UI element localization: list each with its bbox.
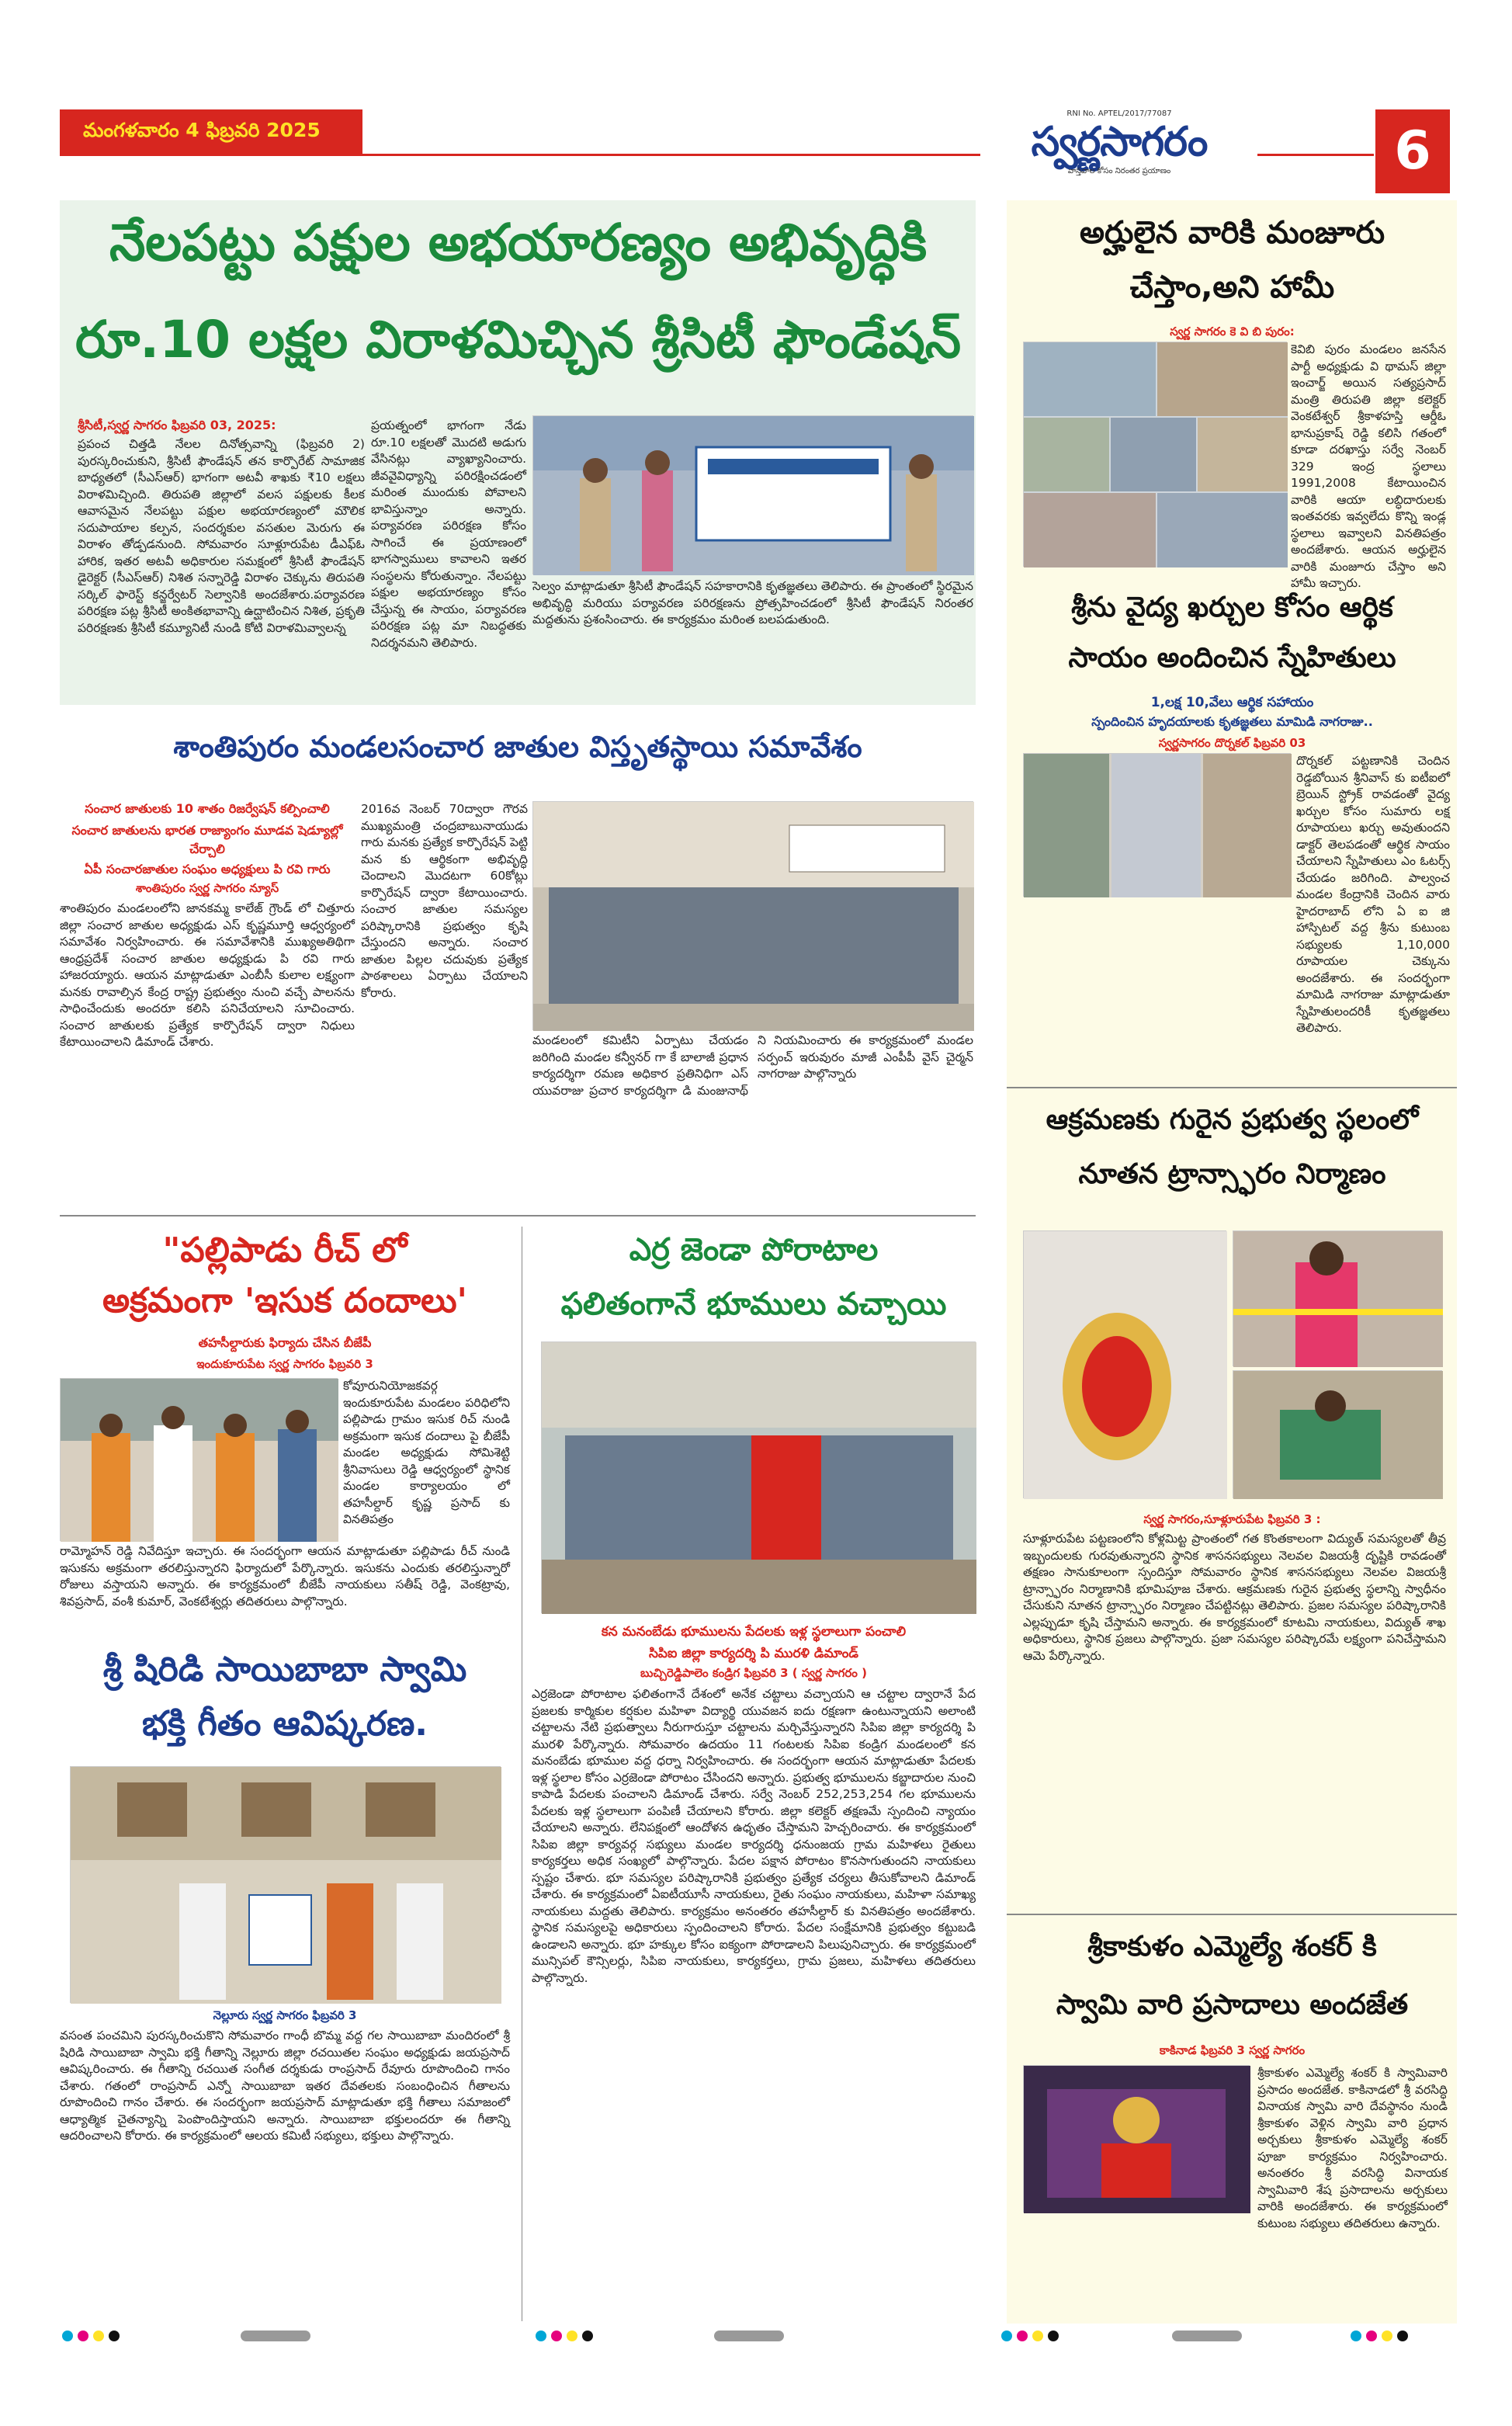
shiridi-body: వసంత పంచమిని పురస్కరించుకొని సోమవారం గాంధీ బొమ్మ వద్ద గల సాయిబాబా మందిరంలో శ్రీ షిరిడి సాయిబాబా స్వామి భక్తి గీతాన్ని నెల్లూరు జిల్లా రచయితల సంఘం అధ్యక్షుడు జయప్రసాద్ ఆవిష్కరించారు. ఈ గీతాన్ని రచయిత సంగీత దర్శకుడు రాంప్రసాద్ రేవూరు రూపొందించి గానం చేశారు. గతంలో రాంప్రసాద్ ఎన్నో సాయిబాబా ఇతర దేవతలకు సంబంధించిన గీతాలను రూపొందించి గానం చేశారు. ఈ సందర్భంగా జయప్రసాద్ మాట్లాడుతూ భక్తి గీతాలు సమాజంలో ఆధ్యాత్మిక చైతన్యాన్ని పెంపొందిస్తాయని అన్నారు. సాయిబాబా భక్తులందరూ ఈ గీతాన్ని ఆదరించాలని కోరారు. ఈ కార్యక్రమంలో ఆలయ కమిటీ సభ్యులు, భక్తులు పాల్గొన్నారు. [60, 2029, 510, 2143]
shanthipuram-sub-3: ఏపీ సంచారజాతుల సంఘం అధ్యక్షులు పి రవి గారు [84, 862, 331, 876]
shanthipuram-body-col2: 2016వ నెంబర్ 70ద్వారా గౌరవ ముఖ్యమంత్రి చంద్రబాబునాయుడు గారు మనకు ప్రత్యేక కార్పొరేషన్ పెట్టి మన కు ఆర్థికంగా అభివృద్ధి చెందాలని మొదటగా 60కోట్లు కార్పొరేషన్ ద్వారా కేటాయించారు. సంచార జాతుల సమస్యల పరిష్కారానికి ప్రభుత్వం కృషి చేస్తుందని అన్నారు. సంచార జాతుల పిల్లల చదువుకు ప్రత్యేక పాఠశాలలు ఏర్పాటు చేయాలని కోరారు. [361, 802, 528, 1000]
pallipadu-headline-1: "పల్లిపాడు రీచ్ లో [162, 1230, 407, 1270]
lead-headline-2: రూ.10 లక్షల విరాళమిచ్చిన శ్రీసిటీ ఫౌండేషన్ [75, 310, 962, 370]
lead-headline-1: నేలపట్టు పక్షుల అభయారణ్యం అభివృద్ధికి [109, 213, 928, 272]
right-a4-headline-2: స్వామి వారి ప్రసాదాలు అందజేత [1056, 1989, 1409, 2021]
shiridi-headline-2: భక్తి గీతం ఆవిష్కరణ. [141, 1704, 428, 1744]
registration-bar-1 [241, 2331, 310, 2341]
registration-marks-3 [1001, 2331, 1059, 2341]
shanthipuram-photo [532, 801, 973, 1030]
page-number: 6 [1375, 109, 1450, 193]
right-a4-body: శ్రీకాకుళం ఎమ్మెల్యే శంకర్ కి స్వామివారి ప్రసాదం అందజేత. కాకినాడలో శ్రీ వరసిద్ధి వినాయక స్వామి వారి దేవస్థానం నుండి శ్రీకాకుళం వెళ్లిన స్వామి వారి ప్రధాన అర్చకులు శ్రీకాకుళం ఎమ్మెల్యే శంకర్ పూజా కార్యక్రమం నిర్వహించారు. అనంతరం శ్రీ వరసిద్ధి వినాయక స్వామివారి శేష ప్రసాదాలను అర్చకులు వారికి అందజేశారు. ఈ కార్యక్రమంలో కుటుంబ సభ్యులు తదితరులు ఉన్నారు. [1257, 2066, 1448, 2230]
right-a3-headline-1: ఆక్రమణకు గురైన ప్రభుత్వ స్థలంలో [1046, 1104, 1419, 1136]
right-a2-sub-2: స్పందించిన హృదయాలకు కృతజ్ఞతలు మామిడి నాగరాజు.. [1091, 714, 1373, 729]
lead-dateline: శ్రీసిటీ,స్వర్ణ సాగరం ఫిబ్రవరి 03, 2025: [78, 418, 276, 432]
registration-marks-1 [62, 2331, 120, 2341]
lead-body-col1: ప్రపంచ చిత్తడి నేలల దినోత్సవాన్ని (ఫిబ్రవరి 2) పురస్కరించుకుని, శ్రీసిటీ ఫౌండేషన్ తన కార్పొరేట్ సామాజిక బాధ్యతలో (సీఎస్ఆర్) భాగంగా అటవీ శాఖకు ₹10 లక్షలు విరాళమిచ్చింది. తిరుపతి జిల్లాలో వలస పక్షులకు కీలక ఆవాసమైన నేలపట్టు పక్షుల అభయారణ్యంలో మౌలిక సదుపాయాల కల్పన, సందర్శకుల వసతుల మెరుగు ఈ విరాళం తోడ్పడనుంది. సోమవారం సూళ్లూరుపేట డీఎఫ్‌ఓ హారిక, ఇతర అటవీ అధికారుల సమక్షంలో శ్రీసిటీ ఫౌండేషన్ డైరెక్టర్ (సీఎస్ఆర్) నిశిత సన్నారెడ్డి విరాళం చెక్కును తిరుపతి సర్కిల్ ఫారెస్ట్ కన్జర్వేటర్ సెల్వానికి అందజేశారు.పర్యావరణ పరిరక్షణ పట్ల శ్రీసిటీ అంకితభావాన్ని ఉద్ఘాటించిన నిశిత, ప్రకృతి పరిరక్షణకు శ్రీసిటీ కమ్యూనిటీ నుండి కోటి విరాళమివ్వాలన్న [78, 437, 365, 635]
masthead-topline: RNI No. APTEL/2017/77087 [1066, 109, 1172, 118]
registration-bar-3 [1172, 2331, 1242, 2341]
pallipadu-dateline: ఇందుకూరుపేట స్వర్ణ సాగరం ఫిబ్రవరి 3 [196, 1357, 373, 1371]
date-banner [60, 109, 362, 156]
right-a3-dateline: స్వర్ణ సాగరం,సూళ్లూరుపేట ఫిబ్రవరి 3 : [1143, 1512, 1321, 1526]
shanthipuram-sub-2: సంచార జాతులను భారత రాజ్యాంగం మూడవ షెడ్యూల్లో చేర్చాలి [71, 823, 343, 856]
right-a2-headline-2: సాయం అందించిన స్నేహితులు [1068, 642, 1396, 674]
issue-date: మంగళవారం 4 ఫిబ్రవరి 2025 [83, 119, 321, 141]
registration-bar-2 [714, 2331, 784, 2341]
right-a1-headline-2: చేస్తాం,అని హామీ [1129, 269, 1335, 305]
shanthipuram-dateline: శాంతిపురం స్వర్ణ సాగరం న్యూస్ [135, 881, 279, 895]
erra-caption-1: కన మనంబేడు భూములను పేదలకు ఇళ్ల స్థలాలుగా పంచాలి [601, 1624, 907, 1640]
right-a2-sub-1: 1,లక్ష 10,వేలు ఆర్థిక సహాయం [1150, 695, 1314, 710]
shanthipuram-body-col1: శాంతిపురం మండలంలోని జానకమ్మ కాలేజ్ గ్రౌండ్ లో చిత్తూరు జిల్లా సంచార జాతుల అధ్యక్షుడు ఎస్ కృష్ణమూర్తి ఆధ్వర్యంలో సమావేశం నిర్వహించారు. ఈ సమావేశానికి ముఖ్యఅతిథిగా ఆంధ్రప్రదేశ్ సంచార జాతుల అధ్యక్షుడు పి రవి గారు హాజరయ్యారు. ఆయన మాట్లాడుతూ ఎంబీసీ కులాల లక్ష్యంగా మనకు రావాల్సిన కేంద్ర రాష్ట్ర ప్రభుత్వం నుంచి వచ్చే పాలనను సాధించేందుకు అందరూ కలిసి పనిచేయాలని సూచించారు. సంచార జాతులకు ప్రత్యేక కార్పొరేషన్ ద్వారా నిధులు కేటాయించాలని డిమాండ్ చేశారు. [60, 901, 355, 1049]
right-a3-photo-2 [1233, 1230, 1442, 1366]
pallipadu-headline-2: అక్రమంగా 'ఇసుక దందాలు' [102, 1281, 468, 1321]
lead-photo [532, 415, 973, 574]
masthead-tagline: వాస్తవాల కోసం నిరంతర ప్రయాణం [1067, 167, 1171, 175]
right-a1-headline-1: అర్హులైన వారికి మంజూరు [1079, 215, 1385, 251]
erra-dateline: బుచ్చిరెడ్డిపాలెం కండ్రిగ ఫిబ్రవరి 3 ( స్వర్ణ సాగరం ) [640, 1666, 867, 1680]
right-a3-headline-2: నూతన ట్రాన్స్ఫారం నిర్మాణం [1078, 1158, 1386, 1190]
right-a3-photo-3 [1233, 1370, 1442, 1498]
header-rule [362, 109, 980, 156]
right-a1-dateline: స్వర్ణ సాగరం కె వి బి పురం: [1170, 325, 1295, 338]
right-divider [1007, 1087, 1457, 1088]
shanthipuram-headline: శాంతిపురం మండలసంచార జాతుల విస్తృతస్థాయి సమావేశం [173, 730, 862, 764]
pallipadu-sub: తహసీల్దారుకు ఫిర్యాదు చేసిన బీజేపీ [198, 1335, 372, 1350]
lead-body-col2: ప్రయత్నంలో భాగంగా నేడు రూ.10 లక్షలతో మొదటి అడుగు వేసినట్లు వ్యాఖ్యానించారు. జీవవైవిధ్యాన్ని పరిరక్షించడంలో మరింత ముందుకు పోవాలని భావిస్తున్నాం అన్నారు. పర్యావరణ పరిరక్షణ కోసం సాగించే ఈ ప్రయాణంలో భాగస్వాములు కావాలని ఇతర సంస్థలను కోరుతున్నాం. నేలపట్టు పక్షుల అభయారణ్యం కోసం చేస్తున్న ఈ సాయం, పర్యావరణ పరిరక్షణ పట్ల మా నిబద్ధతకు నిదర్శనమని తెలిపారు. [371, 418, 526, 650]
header-rule-right [1257, 109, 1374, 156]
erra-body: ఎర్రజెండా పోరాటాల ఫలితంగానే దేశంలో అనేక చట్టాలు వచ్చాయని ఆ చట్టాల ద్వారానే పేద ప్రజలకు కార్మికుల కర్షకుల మహిళా విద్యార్థి యువజన ఐదు రక్షణగా ఉంటున్నాయని అలాంటి చట్టాలను నేటి ప్రభుత్వాలు నీరుగారుస్తూ చట్టాలను మర్చివేస్తున్నారని సిపిఐ జిల్లా కార్యదర్శి పి మురళి పేర్కొన్నారు. సోమవారం ఉదయం 11 గంటలకు సిపిఐ కండ్రిగ మండలంలో కన మనంబేడు భూముల వద్ద ధర్నా నిర్వహించారు. ఈ సందర్భంగా ఆయన మాట్లాడుతూ పేదలకు ఇళ్ల స్థలాల కోసం ఎర్రజెండా పోరాటం చేసిందని అన్నారు. ప్రభుత్వ భూములను కబ్జాదారుల నుంచి కాపాడి పేదలకు పంచాలని డిమాండ్ చేశారు. సర్వే నెంబర్ 252,253,254 గల భూములను పేదలకు ఇళ్ల స్థలాలుగా పంపిణీ చేయాలని కోరారు. జిల్లా కలెక్టర్ తక్షణమే స్పందించి న్యాయం చేయాలని అన్నారు. లేనిపక్షంలో ఆందోళన ఉధృతం చేస్తామని హెచ్చరించారు. ఈ కార్యక్రమంలో సిపిఐ జిల్లా కార్యవర్గ సభ్యులు మండల కార్యదర్శి ధనుంజయ గ్రామ మహిళలు రైతులు కార్యకర్తలు అధిక సంఖ్యలో పాల్గొన్నారు. పేదల పక్షాన పోరాటం కొనసాగుతుందని నాయకులు స్పష్టం చేశారు. భూ సమస్యల పరిష్కారానికి ప్రభుత్వం ప్రత్యేక చర్యలు తీసుకోవాలని డిమాండ్ చేశారు. ఈ కార్యక్రమంలో ఏఐటీయూసీ నాయకులు, రైతు సంఘం నాయకులు, మహిళా సమాఖ్య నాయకులు మద్దతు తెలిపారు. కార్యక్రమం అనంతరం తహసీల్దార్ కు వినతిపత్రం అందజేశారు. స్థానిక సమస్యలపై అధికారులు స్పందించాలని కోరారు. పేదల సంక్షేమానికి ప్రభుత్వం కట్టుబడి ఉండాలని అన్నారు. భూ హక్కుల కోసం ఐక్యంగా పోరాడాలని పిలుపునిచ్చారు. ఈ కార్యక్రమంలో మున్సిపల్ కౌన్సిలర్లు, సిపిఐ నాయకులు, కార్యకర్తలు, గ్రామ ప్రజలు, మహిళలు తదితరులు పాల్గొన్నారు. [532, 1687, 976, 1985]
erra-caption-2: సిపిఐ జిల్లా కార్యదర్శి పి మురళి డిమాండ్ [649, 1646, 858, 1661]
shiridi-photo [70, 1766, 501, 2003]
pallipadu-photo [60, 1378, 338, 1541]
pallipadu-body-col2: రామ్మోహన్ రెడ్డి నివేదిస్తూ ఇచ్చారు. ఈ సందర్భంగా ఆయన మాట్లాడుతూ పల్లిపాడు రీచ్ నుండి ఇసుకను అక్రమంగా తరలిస్తున్నారని ఫిర్యాదులో పేర్కొన్నారు. ఇసుకను ఎందుకు తరలిస్తున్నారో రోజులు వస్తాయని అన్నారు. ఈ కార్యక్రమంలో బీజేపీ నాయకులు సతీష్ రెడ్డి, వెంకట్రావు, శివప్రసాద్, వంశీ కుమార్, వెంకటేశ్వర్లు తదితరులు పాల్గొన్నారు. [60, 1544, 510, 1609]
registration-marks-4 [1351, 2331, 1408, 2341]
right-a1-photo [1023, 342, 1287, 567]
right-a2-dateline: స్వర్ణసాగరం దొర్నకల్ ఫిబ్రవరి 03 [1158, 736, 1306, 750]
erra-headline-2: ఫలితంగానే భూములు వచ్చాయి [560, 1286, 947, 1322]
masthead [980, 109, 1258, 187]
erra-headline-1: ఎర్ర జెండా పోరాటాల [629, 1232, 879, 1268]
erra-photo [541, 1341, 976, 1613]
lead-body-col3: సెల్వం మాట్లాడుతూ శ్రీసిటీ ఫౌండేషన్ సహకారానికి కృతజ్ఞతలు తెలిపారు. ఈ ప్రాంతంలో స్థిరమైన అభివృద్ధి మరియు పర్యావరణ పరిరక్షణను ప్రోత్సహించడంలో శ్రీసిటీ ఫౌండేషన్ నిరంతర మద్దతును ప్రశంసించారు. ఈ కార్యక్రమం మరింత బలపడుతుంది. [532, 579, 973, 626]
registration-marks-2 [536, 2331, 593, 2341]
right-a4-dateline: కాకినాడ ఫిబ్రవరి 3 స్వర్ణ సాగరం [1159, 2043, 1306, 2057]
right-a3-photo-1 [1023, 1230, 1226, 1498]
right-a2-headline-1: శ్రీను వైద్య ఖర్చుల కోసం ఆర్థిక [1071, 592, 1393, 623]
shiridi-caption: నెల్లూరు స్వర్ణ సాగరం ఫిబ్రవరి 3 [213, 2008, 357, 2022]
right-a3-body: సూళ్లూరుపేట పట్టణంలోని కోళ్లమిట్ట ప్రాంతంలో గత కొంతకాలంగా విద్యుత్ సమస్యలతో తీవ్ర ఇబ్బందులకు గురవుతున్నారని స్థానిక శాసనసభ్యులు నెలవల విజయశ్రీ దృష్టికి రావడంతో తక్షణం సానుకూలంగా స్పందిస్తూ సోమవారం స్థానిక శాసనసభ్యులు నెలవల విజయశ్రీ ట్రాన్స్ఫారం నిర్మాణానికి భూమిపూజ చేశారు. ఆక్రమణకు గురైన ప్రభుత్వ స్థలాన్ని స్వాధీనం చేసుకుని నూతన ట్రాన్స్ఫారం నిర్మాణం చేపట్టినట్లు తెలిపారు. ప్రజల సమస్యల పరిష్కారానికి ఎల్లప్పుడూ కృషి చేస్తామని అన్నారు. ఈ కార్యక్రమంలో కూటమి నాయకులు, విద్యుత్ శాఖ అధికారులు, స్థానిక ప్రజలు పాల్గొన్నారు. ప్రజా సమస్యల పరిష్కారమే లక్ష్యంగా పనిచేస్తామని ఆమె పేర్కొన్నారు. [1023, 1532, 1446, 1663]
shanthipuram-sub-1: సంచార జాతులకు 10 శాతం రిజర్వేషన్ కల్పించాలి [85, 801, 330, 816]
shiridi-headline-1: శ్రీ షిరిడి సాయిబాబా స్వామి [102, 1650, 467, 1689]
right-a2-body: దొర్నకల్ పట్టణానికి చెందిన రెడ్డబోయిన శ్రీనివాస్ కు ఐటీఐలో బ్రెయిన్ స్ట్రోక్ రావడంతో వైద్య ఖర్చుల కోసం సుమారు లక్ష రూపాయలు ఖర్చు అవుతుందని డాక్టర్ తెలపడంతో ఆర్థిక సాయం చేయాలని స్నేహితులు ఎం ఓటర్స్ చేయడం జరిగింది. పాల్వంచ మండల కేంద్రానికి చెందిన వారు హైదరాబాద్ లోని ఏ ఐ జి హాస్పిటల్ వద్ద శ్రీను కుటుంబ సభ్యులకు 1,10,000 రూపాయల చెక్కును అందజేశారు. ఈ సందర్భంగా మామిడి నాగరాజు మాట్లాడుతూ స్నేహితులందరికీ కృతజ్ఞతలు తెలిపారు. [1296, 754, 1450, 1035]
pallipadu-body-col1: కోవూరునియోజకవర్గ ఇందుకూరుపేట మండలం పరిధిలోని పల్లిపాడు గ్రామం ఇసుక రిచ్ నుండి అక్రమంగా ఇసుక దందాలు పై బీజేపీ మండల అధ్యక్షుడు సోమిశెట్టి శ్రీనివాసులు రెడ్డి ఆధ్వర్యంలో స్థానిక మండల కార్యాలయం లో తహసీల్దార్ కృష్ణ ప్రసాద్ కు వినతిపత్రం [343, 1379, 510, 1526]
right-a1-body: కెవిబి పురం మండలం జనసేన పార్టీ అధ్యక్షుడు వి థామస్ జిల్లా ఇంచార్జ్ అయిన సత్యప్రసాద్ మంత్రి తిరుపతి జిల్లా కలెక్టర్ వెంకటేశ్వర్ శ్రీకాళహస్తి ఆర్డీఓ భానుప్రకాష్ రెడ్డి కలిసి గతంలో కూడా దరఖాస్తు సర్వే నెంబర్ 329 ఇంద్ర స్థలాలు 1991,2008 కేటాయించిన వారికి ఆయా లబ్ధిదారులకు ఇంతవరకు ఇవ్వలేదు కొన్ని ఇండ్ల స్థలాలు ఇవ్వాలని వినతిపత్రం అందజేశారు. ఆయన అర్హులైన వారికి మంజూరు చేస్తాం అని హామీ ఇచ్చారు. [1291, 342, 1446, 590]
section-divider [60, 1215, 976, 1216]
shanthipuram-body-col3: మండలంలో కమిటీని ఏర్పాటు చేయడం జరిగింది మండల కన్వీనర్ గా కే బాలాజీ ప్రధాన కార్యదర్శిగా రమణ అధికార ప్రతినిధిగా ఎస్ యువరాజు ప్రచార కార్యదర్శిగా డి మంజునాథ్ ని నియమించారు ఈ కార్యక్రమంలో మండల సర్పంచ్ ఇరువురం మాజీ ఎంపీపీ వైస్ చైర్మన్ నాగరాజు పాల్గొన్నారు [532, 1033, 973, 1098]
masthead-name: స్వర్ణసాగరం [1031, 119, 1208, 165]
right-a4-headline-1: శ్రీకాకుళం ఎమ్మెల్యే శంకర్ కి [1087, 1931, 1377, 1963]
right-divider-2 [1007, 1914, 1457, 1915]
